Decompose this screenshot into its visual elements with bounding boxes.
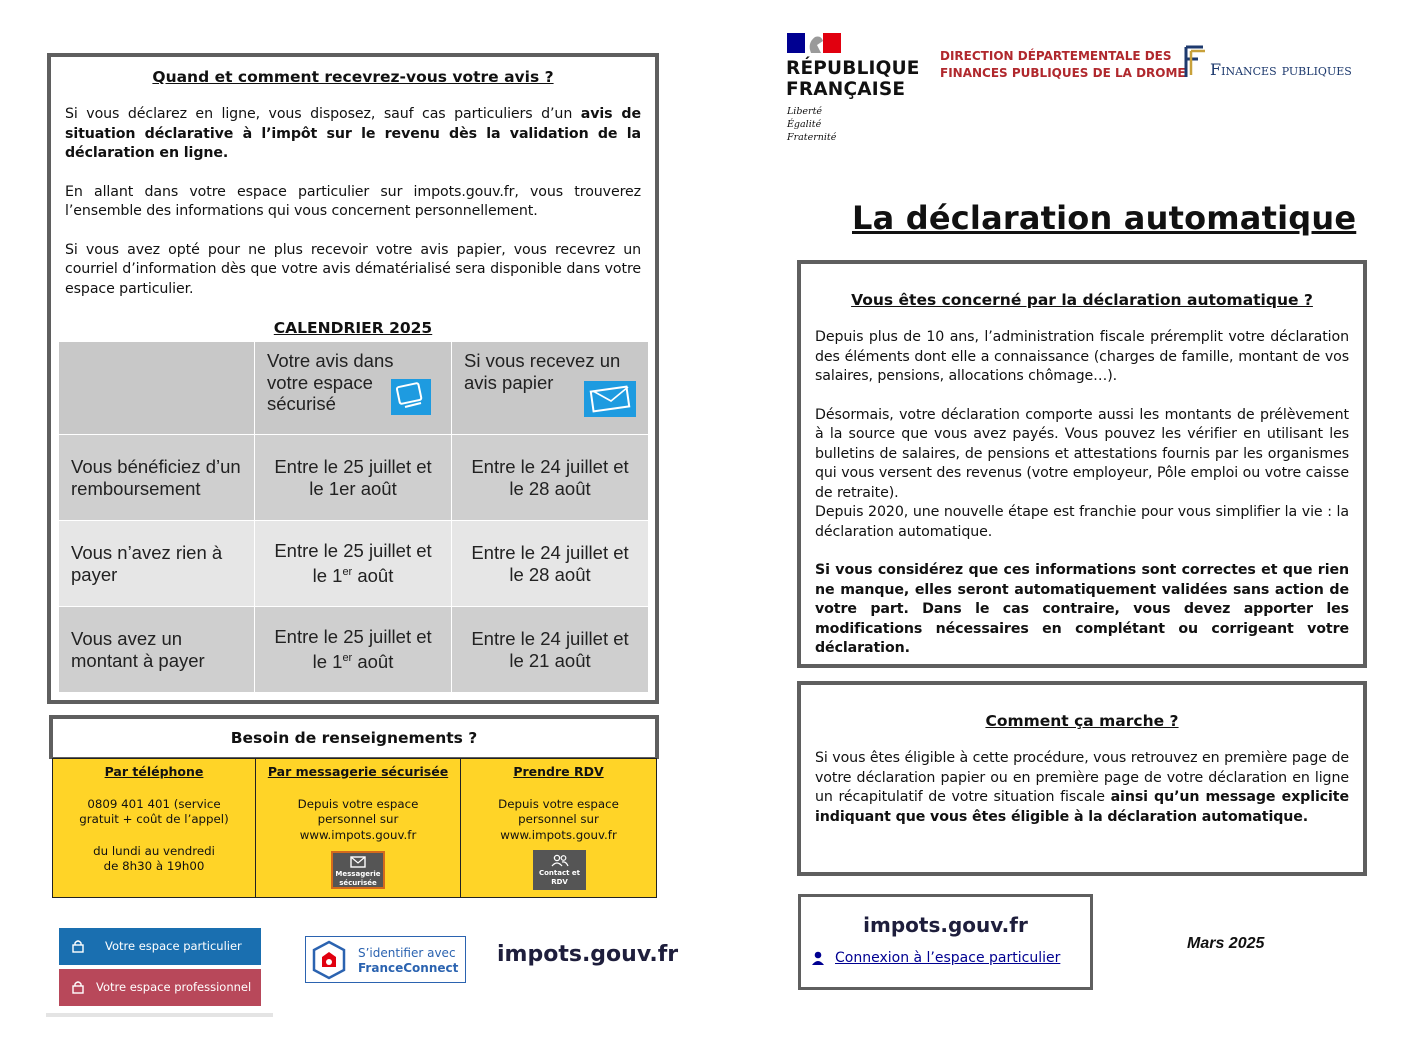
concerned-title: Vous êtes concerné par la déclaration automatique ?: [851, 291, 1313, 309]
connect-link[interactable]: Connexion à l’espace particulier: [835, 950, 1061, 966]
secure-messaging-button[interactable]: [331, 851, 385, 889]
row-nothing-online: [255, 521, 452, 607]
ddfip-name: [940, 48, 1186, 82]
franceconnect-logo-icon: [311, 940, 347, 980]
row-nothing-online-post: août: [352, 565, 394, 587]
help-message-title: Par messagerie sécurisée: [267, 764, 449, 779]
row-refund-online: Entre le 25 juillet et le 1er août: [255, 435, 452, 521]
user-icon: [812, 951, 824, 965]
motto-fraternite: Fraternité: [787, 132, 837, 143]
connect-box: [798, 894, 1093, 990]
lock-icon: [72, 939, 84, 953]
main-title: La déclaration automatique: [852, 199, 1357, 237]
contact-rdv-label: Contact et RDV: [538, 869, 581, 886]
users-icon: [551, 854, 569, 867]
row-pay-online-sup: er: [342, 651, 353, 664]
footer-divider: [46, 1013, 273, 1017]
help-message-url[interactable]: www.impots.gouv.fr: [299, 827, 417, 842]
publication-date: Mars 2025: [1187, 935, 1265, 952]
espace-professionnel-button[interactable]: [59, 969, 261, 1006]
calendar-col-online: [255, 342, 452, 435]
how-box: [797, 681, 1367, 876]
how-paragraph-bold: ainsi qu’un message explicite indiquant que vous êtes éligible à la déclaration automatique.: [815, 789, 1349, 825]
row-pay-online-post: août: [352, 651, 394, 673]
row-pay-label: Vous avez un montant à payer: [59, 607, 255, 693]
franceconnect-button[interactable]: [305, 936, 466, 983]
republique-line1: RÉPUBLIQUE: [786, 58, 920, 79]
lock-icon: [72, 980, 84, 994]
help-phone-hours: de 8h30 à 19h00: [103, 859, 205, 873]
row-refund-paper: Entre le 24 juillet et le 28 août: [452, 435, 649, 521]
marianne-icon: [803, 33, 827, 53]
impots-logo-text: impots.gouv.fr: [497, 942, 679, 967]
secure-messaging-label: Messagerie sécurisée: [335, 870, 381, 887]
row-pay-online-pre: Entre le 25 juillet et le 1: [274, 626, 432, 673]
calendar-col-paper-label: Si vous recevez un avis papier: [464, 350, 621, 393]
franceconnect-line2: FranceConnect: [358, 961, 459, 975]
avis-paragraph-1: [65, 105, 641, 164]
row-nothing-online-sup: er: [342, 565, 353, 578]
contact-rdv-button[interactable]: [533, 850, 586, 890]
calendar-table: [58, 341, 649, 693]
calendar-corner: [59, 342, 255, 435]
concerned-paragraph-1: Depuis plus de 10 ans, l’administration fiscale préremplit votre déclaration des éléments dont elle a connaissance (charges de famille, montant de vos salaires, pensions, allocations chômage…).: [815, 329, 1349, 384]
help-phone-number: 0809 401 401 (service gratuit + coût de l’appel): [79, 796, 229, 826]
how-paragraph-text: Si vous êtes éligible à cette procédure, vous retrouvez en première page de votre déclaration papier ou en première page de votre déclaration en ligne un récapitulatif de votre situation fiscale: [815, 750, 1349, 805]
ddfip-line2: FINANCES PUBLIQUES DE LA DROME: [940, 66, 1186, 80]
how-paragraph: [815, 749, 1349, 827]
help-rdv-title: Prendre RDV: [513, 764, 604, 779]
espace-particulier-button[interactable]: [59, 928, 261, 965]
finances-publiques-text: Finances publiques: [1210, 60, 1352, 79]
avis-p1-bold: avis de situation déclarative à l’impôt sur le revenu dès la validation de la déclaration en ligne.: [65, 106, 641, 161]
row-nothing-online-pre: Entre le 25 juillet et le 1: [274, 540, 432, 587]
help-rdv-url[interactable]: www.impots.gouv.fr: [500, 827, 617, 842]
ddfip-line1: DIRECTION DÉPARTEMENTALE DES: [940, 49, 1172, 63]
espace-particulier-label: Votre espace particulier: [105, 939, 242, 953]
motto-liberte: Liberté: [787, 106, 823, 117]
avis-paragraph-2: En allant dans votre espace particulier sur impots.gouv.fr, vous trouverez l’ensemble des informations qui vous concernent personnellement.: [65, 183, 641, 219]
tablet-icon: [391, 379, 431, 415]
calendar-col-paper: [452, 342, 649, 435]
help-rdv-cell: [460, 758, 657, 898]
motto-egalite: Égalité: [787, 119, 822, 130]
envelope-icon: [584, 381, 636, 417]
avis-title: Quand et comment recevrez-vous votre avis ?: [152, 68, 554, 86]
envelope-icon: [350, 856, 366, 868]
row-nothing-label: Vous n’avez rien à payer: [59, 521, 255, 607]
row-pay-paper: Entre le 24 juillet et le 21 août: [452, 607, 649, 693]
row-refund-label: Vous bénéficiez d’un remboursement: [59, 435, 255, 521]
calendar-title: CALENDRIER 2025: [273, 319, 433, 337]
concerned-paragraph-4: Si vous considérez que ces informations sont correctes et que rien ne manque, elles seront automatiquement validées sans action de votre part. Dans le cas contraire, vous devez apporter les modifications nécessaires en complétant ou corrigeant votre déclaration.: [815, 562, 1349, 656]
avis-p1-text: Si vous déclarez en ligne, vous disposez, sauf cas particuliers d’un: [65, 106, 581, 122]
row-pay-online: [255, 607, 452, 693]
help-phone-cell: [52, 758, 256, 898]
help-phone-days: du lundi au vendredi: [93, 843, 215, 858]
help-header: [49, 715, 659, 759]
how-title: Comment ça marche ?: [985, 712, 1179, 730]
help-message-cell: [255, 758, 461, 898]
concerned-paragraph-3: Depuis 2020, une nouvelle étape est franchie pour vous simplifier la vie : la déclaration automatique.: [815, 504, 1349, 540]
help-title: Besoin de renseignements ?: [230, 729, 478, 747]
calendar-col-online-label: Votre avis dans votre espace sécurisé: [267, 350, 394, 414]
help-message-text: Depuis votre espace personnel sur: [297, 796, 419, 826]
republique-logo: [787, 33, 841, 53]
finances-publiques-logo-icon: [1181, 45, 1207, 79]
avis-paragraph-3: Si vous avez opté pour ne plus recevoir votre avis papier, vous recevrez un courriel d’information dès que votre avis dématérialisé sera disponible dans votre espace particulier.: [65, 241, 641, 297]
help-phone-title: Par téléphone: [104, 764, 204, 779]
connect-site: impots.gouv.fr: [863, 913, 1028, 937]
espace-professionnel-label: Votre espace professionnel: [96, 980, 252, 994]
republique-line2: FRANÇAISE: [786, 79, 906, 100]
franceconnect-line1: S’identifier avec: [358, 946, 456, 960]
help-rdv-text: Depuis votre espace personnel sur: [498, 796, 619, 826]
motto: [787, 105, 836, 144]
concerned-paragraph-2: Désormais, votre déclaration comporte aussi les montants de prélèvement à la source que vous avez payés. Vous pouvez les vérifier en utilisant les bulletins de salaires, de pensions et attestations fournis par les organismes qui vous versent des revenus (votre employeur, Pôle emploi ou votre caisse de retraite).: [815, 406, 1349, 501]
row-nothing-paper: Entre le 24 juillet et le 28 août: [452, 521, 649, 607]
concerned-box: [797, 260, 1367, 668]
